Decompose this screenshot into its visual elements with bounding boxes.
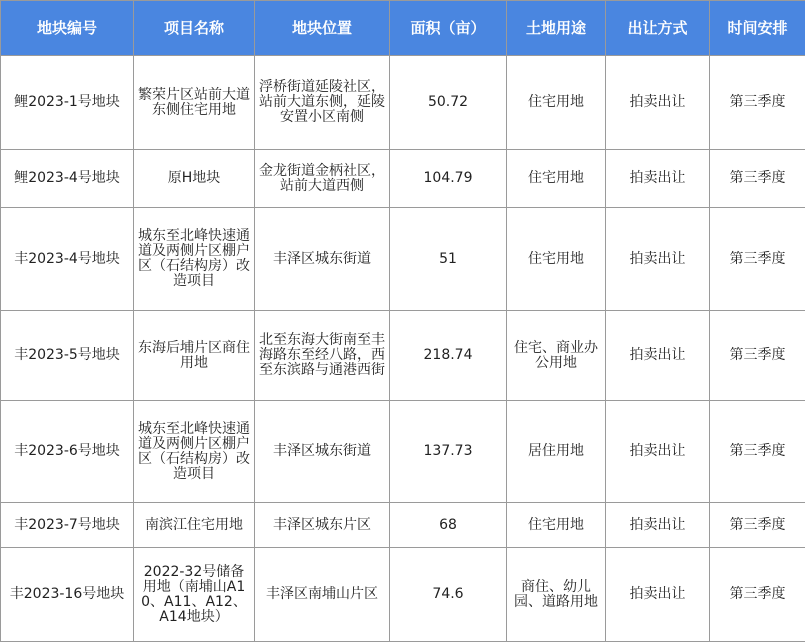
- cell-land-use: 住宅用地: [507, 150, 606, 208]
- table-row: [1, 311, 805, 401]
- cell-area: 74.6: [390, 548, 507, 642]
- cell-transfer-method: 拍卖出让: [606, 56, 710, 150]
- cell-area: 104.79: [390, 150, 507, 208]
- cell-area: 218.74: [390, 311, 507, 401]
- cell-area: 137.73: [390, 401, 507, 503]
- cell-land-use: 住宅、商业办公用地: [507, 311, 606, 401]
- cell-transfer-method: 拍卖出让: [606, 311, 710, 401]
- cell-project-name: 南滨江住宅用地: [134, 503, 255, 548]
- cell-schedule: 第三季度: [710, 56, 805, 150]
- cell-schedule: 第三季度: [710, 548, 805, 642]
- header-plot-code: 地块编号: [1, 1, 134, 56]
- header-area: 面积（亩）: [390, 1, 507, 56]
- cell-plot-code: 鲤2023-4号地块: [1, 150, 134, 208]
- table-header-row: [1, 1, 805, 56]
- cell-location: 丰泽区城东街道: [255, 208, 390, 311]
- cell-location: 金龙街道金柄社区，站前大道西侧: [255, 150, 390, 208]
- cell-land-use: 商住、幼儿园、道路用地: [507, 548, 606, 642]
- cell-transfer-method: 拍卖出让: [606, 150, 710, 208]
- table-row: [1, 503, 805, 548]
- cell-transfer-method: 拍卖出让: [606, 503, 710, 548]
- cell-transfer-method: 拍卖出让: [606, 548, 710, 642]
- cell-project-name: 2022-32号储备用地（南埔山A10、A11、A12、A14地块）: [134, 548, 255, 642]
- table-row: [1, 548, 805, 642]
- cell-location: 丰泽区城东片区: [255, 503, 390, 548]
- cell-area: 68: [390, 503, 507, 548]
- cell-area: 50.72: [390, 56, 507, 150]
- cell-land-use: 住宅用地: [507, 503, 606, 548]
- cell-plot-code: 丰2023-5号地块: [1, 311, 134, 401]
- cell-project-name: 东海后埔片区商住用地: [134, 311, 255, 401]
- cell-location: 浮桥街道延陵社区，站前大道东侧，延陵安置小区南侧: [255, 56, 390, 150]
- cell-schedule: 第三季度: [710, 401, 805, 503]
- cell-land-use: 居住用地: [507, 401, 606, 503]
- cell-area: 51: [390, 208, 507, 311]
- cell-project-name: 城东至北峰快速通道及两侧片区棚户区（石结构房）改造项目: [134, 208, 255, 311]
- table-row: [1, 56, 805, 150]
- cell-plot-code: 丰2023-7号地块: [1, 503, 134, 548]
- cell-plot-code: 丰2023-16号地块: [1, 548, 134, 642]
- header-schedule: 时间安排: [710, 1, 805, 56]
- cell-location: 北至东海大街南至丰海路东至经八路，西至东滨路与通港西街: [255, 311, 390, 401]
- cell-schedule: 第三季度: [710, 150, 805, 208]
- cell-location: 丰泽区城东街道: [255, 401, 390, 503]
- cell-plot-code: 丰2023-6号地块: [1, 401, 134, 503]
- cell-transfer-method: 拍卖出让: [606, 208, 710, 311]
- cell-schedule: 第三季度: [710, 311, 805, 401]
- cell-schedule: 第三季度: [710, 208, 805, 311]
- cell-project-name: 原H地块: [134, 150, 255, 208]
- cell-schedule: 第三季度: [710, 503, 805, 548]
- header-land-use: 土地用途: [507, 1, 606, 56]
- cell-land-use: 住宅用地: [507, 208, 606, 311]
- cell-land-use: 住宅用地: [507, 56, 606, 150]
- cell-project-name: 繁荣片区站前大道东侧住宅用地: [134, 56, 255, 150]
- cell-transfer-method: 拍卖出让: [606, 401, 710, 503]
- cell-plot-code: 丰2023-4号地块: [1, 208, 134, 311]
- cell-location: 丰泽区南埔山片区: [255, 548, 390, 642]
- table-row: [1, 150, 805, 208]
- header-transfer-method: 出让方式: [606, 1, 710, 56]
- header-project-name: 项目名称: [134, 1, 255, 56]
- cell-plot-code: 鲤2023-1号地块: [1, 56, 134, 150]
- header-location: 地块位置: [255, 1, 390, 56]
- table-row: [1, 208, 805, 311]
- cell-project-name: 城东至北峰快速通道及两侧片区棚户区（石结构房）改造项目: [134, 401, 255, 503]
- table-row: [1, 401, 805, 503]
